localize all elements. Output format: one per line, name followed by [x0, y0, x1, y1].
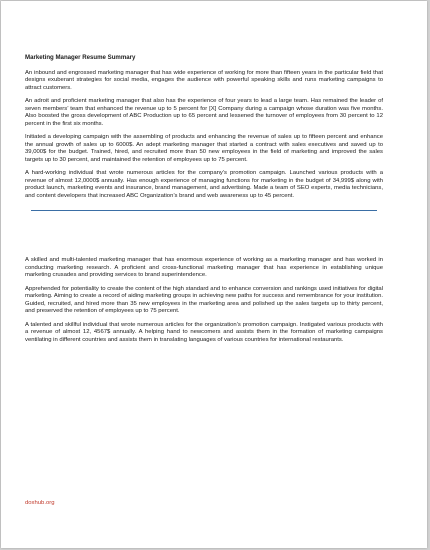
- section-divider: [31, 210, 377, 211]
- paragraph-5: A skilled and multi-talented marketing manager that has enormous experience of working as a marketing manager and has worked in conducting marketing research. A proficient and cross-functional marketing manager that has experience in establishing unique marketing crusades and providing services to brand superintendence.: [25, 257, 383, 279]
- paragraph-3: Initiated a developing campaign with the assembling of products and enhancing the revenue of sales up to fifteen percent and enhance the annual growth of sales up to 6000$. An adept marketing manager that started a contract with sales executives and saved up to 39,000$ for the budget. Trained, hired, and recruited more than 50 new employees in the field of marketing and improved the sales targets up to 30 percent, and maintained the retention of employees up to 75 percent.: [25, 133, 383, 163]
- paragraph-4: A hard-working individual that wrote numerous articles for the company’s promotion campaign. Launched various products with a revenue of almost 12,0000$ annually. Has enough experience of managing functions for marketing in the budget of 34,999$ along with product launch, marketing events and insurance, brand management, and advertising. Made a team of SEO experts, media technicians, and content developers that increased ABC Organization’s brand and web awareness up to 45 percent.: [25, 169, 383, 199]
- paragraph-7: A talented and skillful individual that wrote numerous articles for the organization’s promotion campaign. Instigated various products with a revenue of almost 12, 4567$ annually. A helping hand to newcomers and assists them in the formation of marketing campaigns ventilating in different countries and assists them in translating languages of various countries for international restaurants.: [25, 321, 383, 343]
- document-page: [1, 1, 427, 548]
- paragraph-2: An adroit and proficient marketing manager that also has the experience of four years to lead a large team. Has remained the leader of seven members’ team that enhanced the revenue up to 5 percent for [X] Company during a campaign whose duration was five months. Also boosted the gross development of ABC Production up to 65 percent and lessened the turnover of employees from 30 percent to 12 percent in the first six months.: [25, 97, 383, 127]
- paragraph-6: Apprehended for potentiality to create the content of the high standard and to enhance conversion and rankings used initiatives for digital marketing. Aiming to create a record of aiding marketing groups in achieving new paths for success and remembrance for your institution. Guided, recruited, and hired more than 35 new employees in the marketing area and polished up the sales targets up to thirty percent, and preserved the retention of employees up to 75 percent.: [25, 285, 383, 315]
- paragraph-1: An inbound and engrossed marketing manager that has wide experience of working for more than fifteen years in the particular field that designs exuberant strategies for social media, engages the audience with powerful speaking skills and runs marketing campaigns to attract customers.: [25, 69, 383, 91]
- footer-source: doxhub.org: [25, 500, 55, 506]
- document-title: Marketing Manager Resume Summary: [25, 54, 136, 61]
- document-body: [25, 54, 383, 350]
